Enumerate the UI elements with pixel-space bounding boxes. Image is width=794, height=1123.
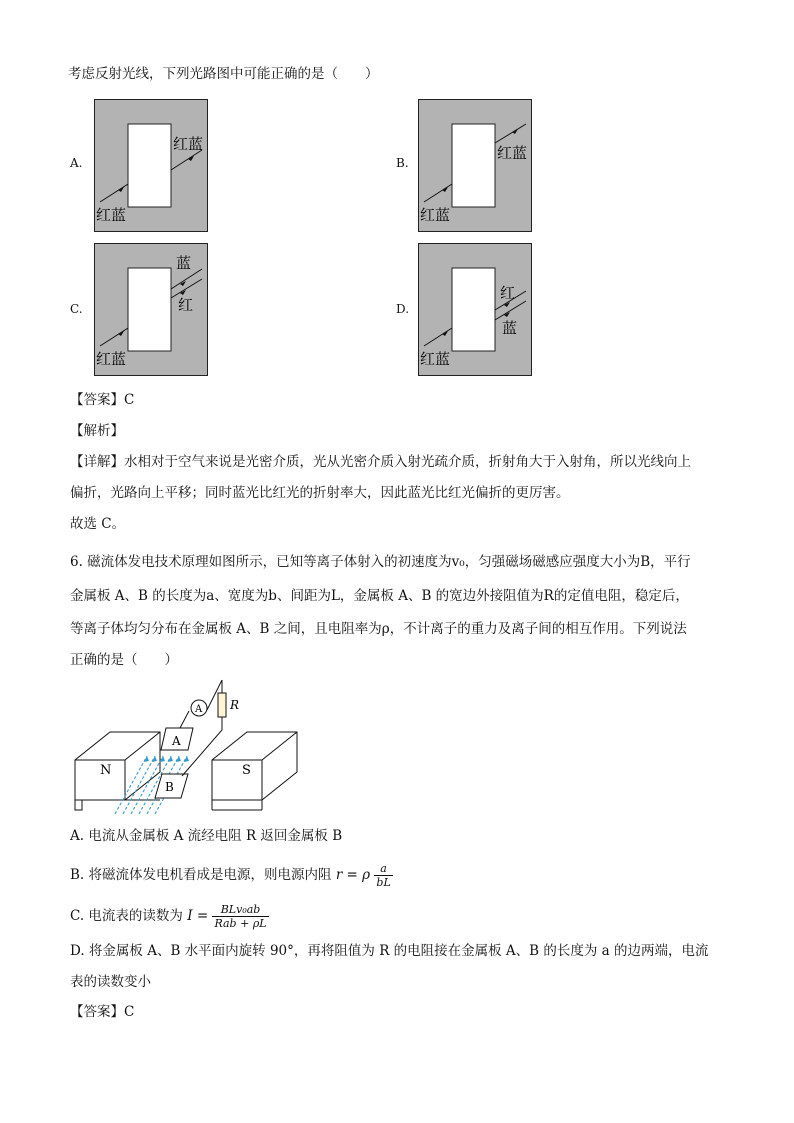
option-d-diagram	[418, 243, 532, 376]
q6-option-a: A. 电流从金属板 A 流经电阻 R 返回金属板 B	[70, 828, 343, 844]
svg-text:红蓝: 红蓝	[420, 206, 451, 224]
q6-option-c: C. 电流表的读数为 I = $\frac{\text{BLv₀ab}}{\text{Rab + ρL}}$	[70, 903, 267, 930]
q6-option-d-line-2: 表的读数变小	[70, 974, 151, 990]
q6-option-b: B. 将磁流体发电机看成是电源，则电源内阻 r = ρ $\frac{a}{bL}$	[70, 862, 391, 889]
svg-text:红: 红	[500, 284, 516, 302]
mhd-generator-figure	[70, 676, 310, 821]
svg-text:红蓝: 红蓝	[420, 350, 451, 368]
option-b-diagram	[418, 99, 532, 232]
option-d-letter: D.	[396, 302, 410, 316]
q6-option-d-line-1: D. 将金属板 A、B 水平面内旋转 90°，再将阻值为 R 的电阻接在金属板 A、B 的长度为 a 的边两端，电流	[70, 943, 709, 959]
svg-text:红: 红	[178, 296, 194, 314]
option-b-letter: B.	[396, 156, 409, 170]
plate-b-label: B	[165, 780, 174, 794]
svg-text:红蓝: 红蓝	[96, 206, 127, 224]
svg-text:红蓝: 红蓝	[497, 144, 528, 162]
question-6-line-2: 金属板 A、B 的长度为a、宽度为b、间距为L，金属板 A、B 的宽边外接阻值为R的定值电阻，稳定后，	[70, 588, 689, 604]
svg-text:A: A	[195, 704, 203, 715]
question-6-line-1: 6. 磁流体发电技术原理如图所示，已知等离子体射入的初速度为v₀，匀强磁场磁感应强度大小为B，平行	[70, 554, 691, 570]
option-a-diagram	[94, 99, 208, 232]
answer-5: 【答案】C	[70, 392, 135, 408]
detail-line-1: 【详解】水相对于空气来说是光密介质，光从光密介质入射光疏介质，折射角大于入射角，所以光线向上	[70, 454, 691, 470]
svg-text:R: R	[230, 698, 240, 712]
svg-text:红蓝: 红蓝	[96, 350, 127, 368]
question-6-line-3: 等离子体均匀分布在金属板 A、B 之间，且电阻率为ρ，不计离子的重力及离子间的相互作用。下列说法	[70, 621, 687, 637]
magnet-n-label: N	[100, 763, 112, 778]
question-6-line-4: 正确的是（ ）	[70, 652, 178, 668]
resistor-r	[218, 693, 226, 717]
analysis-heading: 【解析】	[70, 423, 124, 439]
conclusion: 故选 C。	[70, 516, 126, 532]
detail-line-2: 偏折，光路向上平移；同时蓝光比红光的折射率大，因此蓝光比红光偏折的更厉害。	[70, 485, 570, 501]
svg-text:蓝: 蓝	[176, 254, 192, 272]
svg-text:蓝: 蓝	[502, 319, 518, 337]
magnet-s-label: S	[242, 763, 251, 778]
plate-a-label: A	[172, 734, 181, 748]
svg-text:红蓝: 红蓝	[173, 135, 204, 153]
option-c-diagram	[94, 243, 208, 376]
answer-6: 【答案】C	[70, 1004, 135, 1020]
option-a-letter: A.	[70, 156, 83, 170]
option-c-letter: C.	[70, 302, 83, 316]
question-5-stem: 考虑反射光线，下列光路图中可能正确的是（ ）	[68, 66, 379, 82]
